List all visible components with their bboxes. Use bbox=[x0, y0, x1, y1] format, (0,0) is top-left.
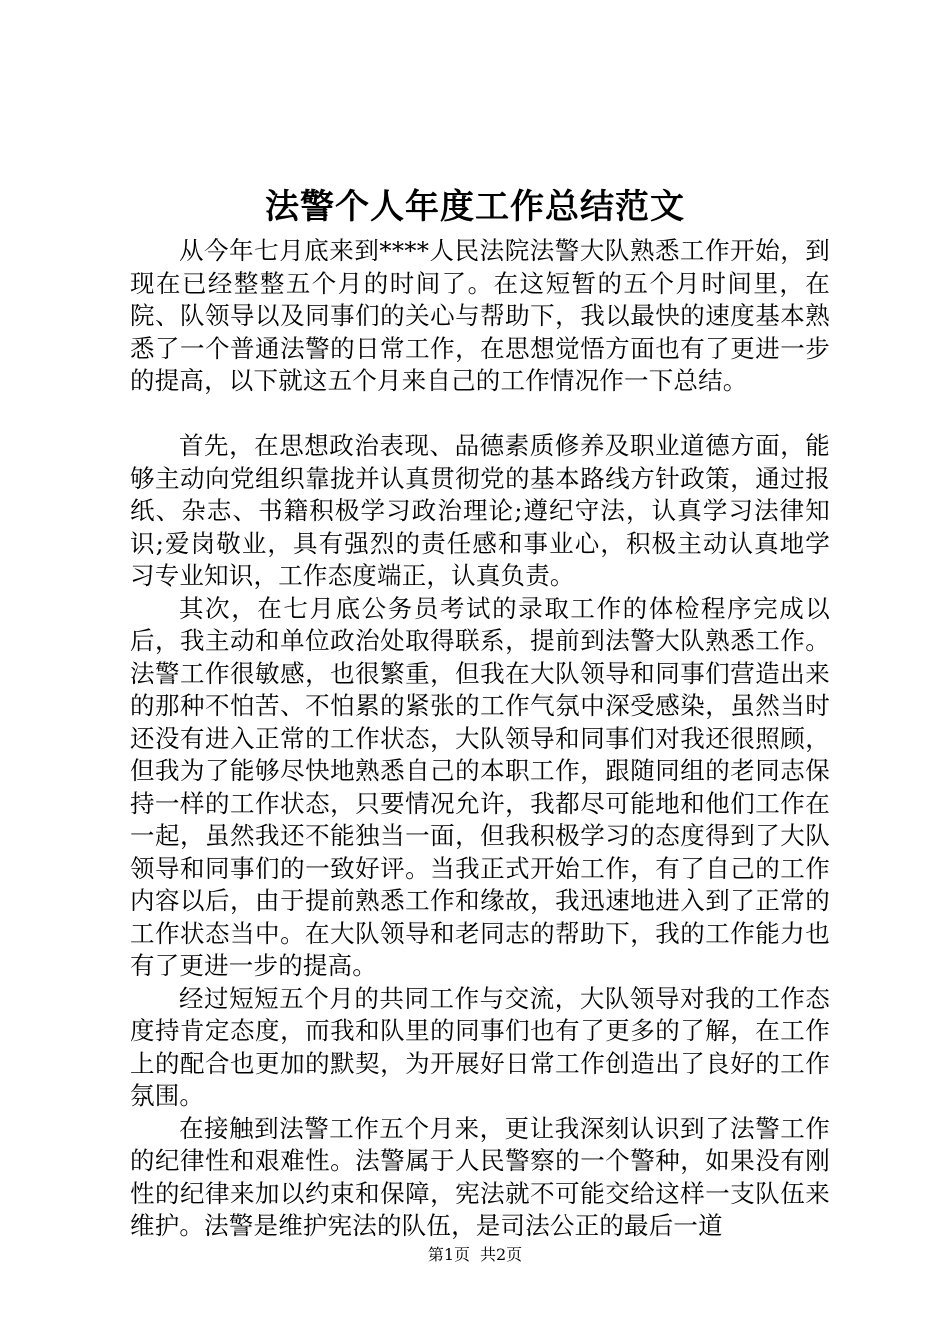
page-number: 第1页 bbox=[427, 1245, 470, 1264]
paragraph: 从今年七月底来到****人民法院法警大队熟悉工作开始，到现在已经整整五个月的时间了。在这短暂的五个月时间里，在院、队领导以及同事们的关心与帮助下，我以最快的速度基本熟悉了一个普通法警的日常工作，在思想觉悟方面也有了更进一步的提高，以下就这五个月来自己的工作情况作一下总结。 bbox=[130, 236, 830, 395]
paragraph: 首先，在思想政治表现、品德素质修养及职业道德方面，能够主动向党组织靠拢并认真贯彻党的基本路线方针政策，通过报纸、杂志、书籍积极学习政治理论;遵纪守法，认真学习法律知识;爱岗敬业，具有强烈的责任感和事业心，积极主动认真地学习专业知识，工作态度端正，认真负责。 bbox=[130, 431, 830, 590]
paragraph: 在接触到法警工作五个月来，更让我深刻认识到了法警工作的纪律性和艰难性。法警属于人民警察的一个警种，如果没有刚性的纪律来加以约束和保障，宪法就不可能交给这样一支队伍来维护。法警是维护宪法的队伍，是司法公正的最后一道 bbox=[130, 1113, 830, 1240]
paragraph: 经过短短五个月的共同工作与交流，大队领导对我的工作态度持肯定态度，而我和队里的同事们也有了更多的了解，在工作上的配合也更加的默契，为开展好日常工作创造出了良好的工作氛围。 bbox=[130, 983, 830, 1110]
page-total: 共2页 bbox=[480, 1245, 523, 1264]
document-body bbox=[130, 235, 830, 1243]
page-footer bbox=[0, 1244, 950, 1266]
document-title: 法警个人年度工作总结范文 bbox=[265, 187, 685, 227]
paragraph: 其次，在七月底公务员考试的录取工作的体检程序完成以后，我主动和单位政治处取得联系，提前到法警大队熟悉工作。法警工作很敏感，也很繁重，但我在大队领导和同事们营造出来的那种不怕苦、不怕累的紧张的工作气氛中深受感染，虽然当时还没有进入正常的工作状态，大队领导和同事们对我还很照顾，但我为了能够尽快地熟悉自己的本职工作，跟随同组的老同志保持一样的工作状态，只要情况允许，我都尽可能地和他们工作在一起，虽然我还不能独当一面，但我积极学习的态度得到了大队领导和同事们的一致好评。当我正式开始工作，有了自己的工作内容以后，由于提前熟悉工作和缘故，我迅速地进入到了正常的工作状态当中。在大队领导和老同志的帮助下，我的工作能力也有了更进一步的提高。 bbox=[130, 593, 830, 980]
